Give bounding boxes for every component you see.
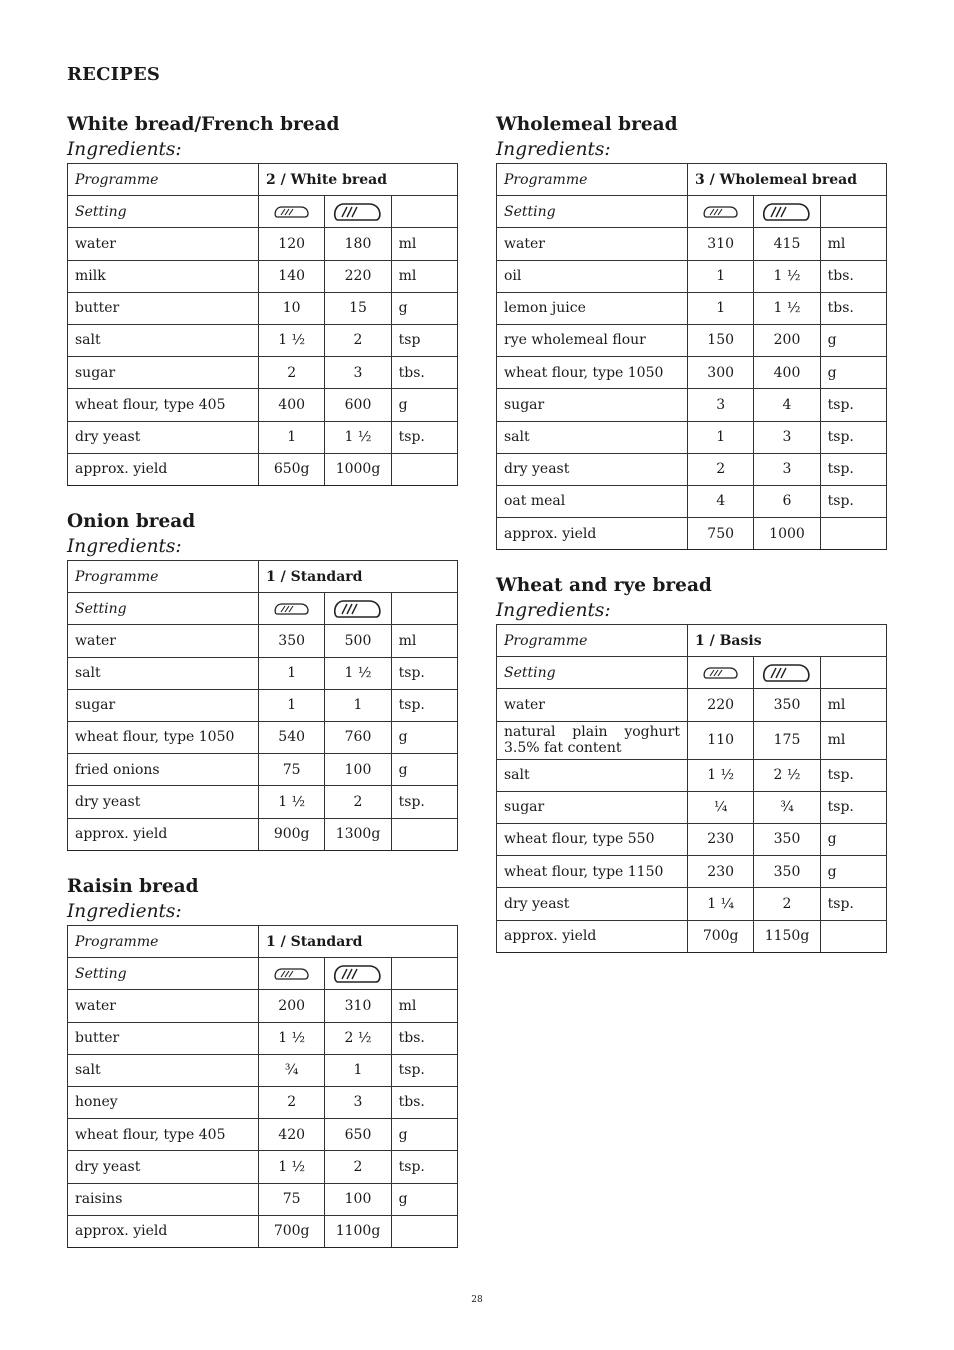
small-amount: 350	[259, 625, 325, 657]
unit: tsp	[391, 324, 457, 356]
unit: tsp.	[820, 389, 886, 421]
setting-row	[68, 196, 458, 228]
ingredient-row	[68, 421, 458, 453]
small-amount: 1	[259, 421, 325, 453]
large-amount: ¾	[754, 791, 820, 823]
small-amount: 1 ½	[259, 324, 325, 356]
recipe-wholemeal-bread	[496, 113, 887, 550]
small-loaf-icon	[259, 958, 325, 990]
large-loaf-icon	[325, 593, 391, 625]
unit: ml	[391, 228, 457, 260]
empty-cell	[820, 196, 886, 228]
unit: tsp.	[391, 1151, 457, 1183]
ingredients-subtitle: Ingredients:	[496, 139, 611, 160]
small-amount: 75	[259, 1183, 325, 1215]
page-number: 28	[471, 1295, 483, 1305]
large-amount: 650	[325, 1119, 391, 1151]
ingredient-row	[497, 260, 887, 292]
recipe-title: Wheat and rye bread	[496, 575, 712, 596]
large-amount: 1300g	[325, 818, 391, 850]
recipe-white-bread	[67, 113, 458, 486]
large-loaf-icon	[754, 196, 820, 228]
ingredient-name: salt	[68, 324, 259, 356]
large-amount: 3	[754, 421, 820, 453]
programme-label: Programme	[497, 164, 688, 196]
ingredient-row	[497, 888, 887, 920]
ingredient-row	[497, 292, 887, 324]
ingredient-row	[68, 754, 458, 786]
programme-label: Programme	[68, 164, 259, 196]
small-loaf-icon	[259, 593, 325, 625]
unit: g	[391, 389, 457, 421]
large-amount: 2	[325, 786, 391, 818]
setting-label: Setting	[497, 196, 688, 228]
unit: tsp.	[820, 759, 886, 791]
large-amount: 760	[325, 721, 391, 753]
unit: ml	[391, 990, 457, 1022]
small-amount: 75	[259, 754, 325, 786]
unit: ml	[391, 260, 457, 292]
page-heading: RECIPES	[67, 64, 161, 85]
ingredient-row	[497, 689, 887, 721]
small-amount: 140	[259, 260, 325, 292]
small-amount: ¾	[259, 1054, 325, 1086]
ingredient-row	[497, 324, 887, 356]
large-amount: 1150g	[754, 920, 820, 952]
ingredients-subtitle: Ingredients:	[67, 901, 182, 922]
large-amount: 600	[325, 389, 391, 421]
large-amount: 2	[325, 324, 391, 356]
ingredient-row	[68, 453, 458, 485]
large-amount: 350	[754, 823, 820, 855]
ingredient-row	[497, 421, 887, 453]
unit	[820, 518, 886, 550]
large-amount: 1 ½	[754, 292, 820, 324]
small-amount: 1	[259, 657, 325, 689]
unit: tsp.	[391, 421, 457, 453]
small-amount: 540	[259, 721, 325, 753]
small-amount: 1 ¼	[688, 888, 754, 920]
ingredient-name: sugar	[68, 357, 259, 389]
ingredient-name: milk	[68, 260, 259, 292]
ingredient-name: oil	[497, 260, 688, 292]
recipe-title: Raisin bread	[67, 876, 199, 897]
programme-row	[68, 561, 458, 593]
recipe-onion-bread	[67, 510, 458, 851]
large-amount: 1	[325, 1054, 391, 1086]
small-amount: 1 ½	[259, 786, 325, 818]
unit: tsp.	[391, 657, 457, 689]
ingredient-name: wheat flour, type 1050	[68, 721, 259, 753]
large-amount: 4	[754, 389, 820, 421]
ingredient-row	[68, 1183, 458, 1215]
ingredient-name: rye wholemeal flour	[497, 324, 688, 356]
large-amount: 2 ½	[325, 1022, 391, 1054]
ingredients-table	[496, 624, 887, 953]
setting-row	[68, 593, 458, 625]
unit: tsp.	[820, 791, 886, 823]
small-amount: 1	[688, 421, 754, 453]
unit: ml	[820, 721, 886, 759]
ingredient-row	[497, 357, 887, 389]
unit: tsp.	[391, 1054, 457, 1086]
unit	[391, 1215, 457, 1247]
unit: g	[820, 823, 886, 855]
ingredient-name: dry yeast	[68, 1151, 259, 1183]
programme-row	[68, 164, 458, 196]
small-amount: 10	[259, 292, 325, 324]
large-amount: 2	[754, 888, 820, 920]
ingredient-name: wheat flour, type 405	[68, 389, 259, 421]
small-amount: 3	[688, 389, 754, 421]
recipe-wheat-rye-bread	[496, 574, 887, 953]
programme-value: 1 / Standard	[259, 561, 458, 593]
small-amount: 1	[688, 260, 754, 292]
unit: tsp.	[820, 485, 886, 517]
ingredients-table	[67, 925, 458, 1248]
unit	[820, 920, 886, 952]
small-amount: 230	[688, 823, 754, 855]
small-amount: 1 ½	[259, 1151, 325, 1183]
unit: g	[391, 1119, 457, 1151]
ingredient-name: butter	[68, 292, 259, 324]
ingredient-row	[68, 292, 458, 324]
ingredient-row	[68, 260, 458, 292]
large-amount: 200	[754, 324, 820, 356]
large-amount: 350	[754, 856, 820, 888]
ingredient-name: water	[497, 228, 688, 260]
ingredient-row	[68, 389, 458, 421]
large-amount: 2	[325, 1151, 391, 1183]
small-amount: 2	[688, 453, 754, 485]
ingredient-name: approx. yield	[68, 818, 259, 850]
programme-value: 1 / Basis	[688, 625, 887, 657]
small-amount: 230	[688, 856, 754, 888]
large-amount: 310	[325, 990, 391, 1022]
ingredient-row	[68, 1054, 458, 1086]
small-amount: 750	[688, 518, 754, 550]
unit: tbs.	[820, 260, 886, 292]
unit: ml	[820, 228, 886, 260]
ingredient-name: dry yeast	[68, 786, 259, 818]
unit: tbs.	[391, 1022, 457, 1054]
unit: tsp.	[820, 421, 886, 453]
unit: g	[391, 292, 457, 324]
small-amount: 900g	[259, 818, 325, 850]
ingredient-name: salt	[497, 421, 688, 453]
large-amount: 3	[754, 453, 820, 485]
empty-cell	[391, 958, 457, 990]
small-amount: 310	[688, 228, 754, 260]
unit: g	[391, 754, 457, 786]
ingredient-row	[497, 856, 887, 888]
small-amount: 110	[688, 721, 754, 759]
setting-row	[497, 657, 887, 689]
ingredient-name: dry yeast	[497, 453, 688, 485]
large-amount: 6	[754, 485, 820, 517]
ingredient-row	[68, 1119, 458, 1151]
ingredient-name: sugar	[497, 389, 688, 421]
unit: tsp.	[820, 453, 886, 485]
unit: tbs.	[391, 1086, 457, 1118]
small-amount: 700g	[259, 1215, 325, 1247]
programme-value: 2 / White bread	[259, 164, 458, 196]
large-amount: 1 ½	[325, 421, 391, 453]
large-amount: 15	[325, 292, 391, 324]
programme-row	[497, 625, 887, 657]
large-amount: 220	[325, 260, 391, 292]
large-loaf-icon	[325, 196, 391, 228]
ingredient-name: salt	[68, 657, 259, 689]
ingredient-name: water	[497, 689, 688, 721]
ingredient-name: oat meal	[497, 485, 688, 517]
large-amount: 350	[754, 689, 820, 721]
programme-label: Programme	[68, 561, 259, 593]
ingredient-row	[497, 453, 887, 485]
ingredient-row	[68, 1022, 458, 1054]
ingredient-name: approx. yield	[68, 1215, 259, 1247]
ingredient-row	[68, 357, 458, 389]
large-amount: 175	[754, 721, 820, 759]
ingredient-name: salt	[68, 1054, 259, 1086]
ingredient-name: dry yeast	[497, 888, 688, 920]
ingredient-row	[497, 920, 887, 952]
ingredient-row	[68, 1215, 458, 1247]
ingredient-row	[68, 1086, 458, 1118]
ingredient-row	[68, 818, 458, 850]
ingredient-name: butter	[68, 1022, 259, 1054]
ingredient-row	[68, 689, 458, 721]
programme-row	[68, 926, 458, 958]
ingredient-row	[68, 1151, 458, 1183]
small-amount: 4	[688, 485, 754, 517]
small-amount: ¼	[688, 791, 754, 823]
recipe-title: Onion bread	[67, 511, 196, 532]
large-amount: 100	[325, 754, 391, 786]
small-amount: 400	[259, 389, 325, 421]
large-amount: 3	[325, 1086, 391, 1118]
programme-row	[497, 164, 887, 196]
ingredient-name: wheat flour, type 1050	[497, 357, 688, 389]
small-amount: 300	[688, 357, 754, 389]
ingredient-name: approx. yield	[497, 920, 688, 952]
empty-cell	[820, 657, 886, 689]
large-amount: 1 ½	[754, 260, 820, 292]
unit: g	[820, 324, 886, 356]
setting-label: Setting	[68, 196, 259, 228]
large-amount: 1100g	[325, 1215, 391, 1247]
ingredient-row	[68, 786, 458, 818]
large-amount: 400	[754, 357, 820, 389]
programme-value: 1 / Standard	[259, 926, 458, 958]
small-amount: 1	[259, 689, 325, 721]
setting-row	[68, 958, 458, 990]
ingredient-name: dry yeast	[68, 421, 259, 453]
ingredients-table	[496, 163, 887, 550]
ingredient-name: raisins	[68, 1183, 259, 1215]
ingredient-row	[497, 228, 887, 260]
large-amount: 3	[325, 357, 391, 389]
small-amount: 1	[688, 292, 754, 324]
ingredient-name: natural plain yoghurt 3.5% fat content	[497, 721, 688, 759]
ingredient-name: fried onions	[68, 754, 259, 786]
setting-row	[497, 196, 887, 228]
ingredient-name: approx. yield	[497, 518, 688, 550]
small-amount: 700g	[688, 920, 754, 952]
unit: ml	[391, 625, 457, 657]
unit: g	[820, 357, 886, 389]
setting-label: Setting	[68, 593, 259, 625]
small-loaf-icon	[688, 657, 754, 689]
large-amount: 1	[325, 689, 391, 721]
ingredient-name: lemon juice	[497, 292, 688, 324]
large-amount: 415	[754, 228, 820, 260]
ingredients-table	[67, 560, 458, 851]
small-loaf-icon	[688, 196, 754, 228]
ingredient-name: sugar	[68, 689, 259, 721]
small-amount: 150	[688, 324, 754, 356]
large-loaf-icon	[754, 657, 820, 689]
small-amount: 1 ½	[259, 1022, 325, 1054]
ingredient-name: sugar	[497, 791, 688, 823]
ingredient-row	[68, 228, 458, 260]
ingredients-subtitle: Ingredients:	[496, 600, 611, 621]
recipe-title: Wholemeal bread	[496, 114, 678, 135]
ingredient-row	[497, 389, 887, 421]
ingredient-name: honey	[68, 1086, 259, 1118]
ingredient-row	[68, 625, 458, 657]
unit: tsp.	[820, 888, 886, 920]
ingredient-row	[497, 823, 887, 855]
large-amount: 100	[325, 1183, 391, 1215]
small-loaf-icon	[259, 196, 325, 228]
ingredient-row	[497, 791, 887, 823]
large-amount: 1000	[754, 518, 820, 550]
unit: g	[391, 721, 457, 753]
unit: tsp.	[391, 786, 457, 818]
ingredient-name: water	[68, 228, 259, 260]
ingredient-name: salt	[497, 759, 688, 791]
ingredient-row	[497, 721, 887, 759]
ingredient-name: wheat flour, type 1150	[497, 856, 688, 888]
ingredients-subtitle: Ingredients:	[67, 139, 182, 160]
large-amount: 1000g	[325, 453, 391, 485]
small-amount: 420	[259, 1119, 325, 1151]
empty-cell	[391, 593, 457, 625]
ingredient-row	[497, 759, 887, 791]
ingredient-row	[68, 324, 458, 356]
setting-label: Setting	[497, 657, 688, 689]
small-amount: 650g	[259, 453, 325, 485]
programme-label: Programme	[68, 926, 259, 958]
large-amount: 1 ½	[325, 657, 391, 689]
ingredient-name: water	[68, 990, 259, 1022]
unit	[391, 818, 457, 850]
unit: g	[391, 1183, 457, 1215]
unit: g	[820, 856, 886, 888]
unit	[391, 453, 457, 485]
unit: tsp.	[391, 689, 457, 721]
ingredient-row	[497, 485, 887, 517]
small-amount: 220	[688, 689, 754, 721]
large-amount: 180	[325, 228, 391, 260]
small-amount: 2	[259, 357, 325, 389]
unit: tbs.	[820, 292, 886, 324]
small-amount: 120	[259, 228, 325, 260]
ingredient-name: wheat flour, type 550	[497, 823, 688, 855]
ingredient-name: wheat flour, type 405	[68, 1119, 259, 1151]
ingredient-row	[497, 518, 887, 550]
unit: tbs.	[391, 357, 457, 389]
large-amount: 500	[325, 625, 391, 657]
large-amount: 2 ½	[754, 759, 820, 791]
ingredient-name: water	[68, 625, 259, 657]
ingredient-row	[68, 657, 458, 689]
programme-value: 3 / Wholemeal bread	[688, 164, 887, 196]
large-loaf-icon	[325, 958, 391, 990]
ingredients-subtitle: Ingredients:	[67, 536, 182, 557]
small-amount: 200	[259, 990, 325, 1022]
unit: ml	[820, 689, 886, 721]
ingredient-row	[68, 990, 458, 1022]
empty-cell	[391, 196, 457, 228]
setting-label: Setting	[68, 958, 259, 990]
small-amount: 2	[259, 1086, 325, 1118]
small-amount: 1 ½	[688, 759, 754, 791]
recipe-title: White bread/French bread	[67, 114, 340, 135]
programme-label: Programme	[497, 625, 688, 657]
ingredient-row	[68, 721, 458, 753]
ingredients-table	[67, 163, 458, 486]
ingredient-name: approx. yield	[68, 453, 259, 485]
recipe-raisin-bread	[67, 875, 458, 1248]
